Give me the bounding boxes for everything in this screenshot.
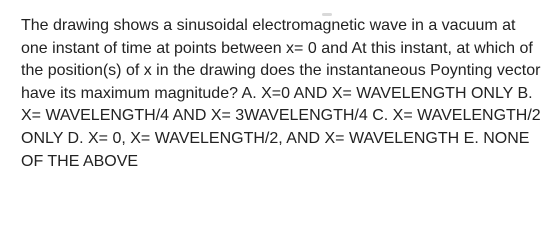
faint-mark: [322, 13, 332, 16]
question-text: The drawing shows a sinusoidal electromagnetic wave in a vacuum at one instant of time at points between x= 0 and At this instant, at which of the position(s) of x in the drawing does the instantaneous Poynting vector have its maximum magnitude? A. X=0 AND X= WAVELENGTH ONLY B. X= WAVELENGTH/4 AND X= 3WAVELENGTH/4 C. X= WAVELENGTH/2 ONLY D. X= 0, X= WAVELENGTH/2, AND X= WAVELENGTH E. NONE OF THE ABOVE: [21, 17, 541, 170]
